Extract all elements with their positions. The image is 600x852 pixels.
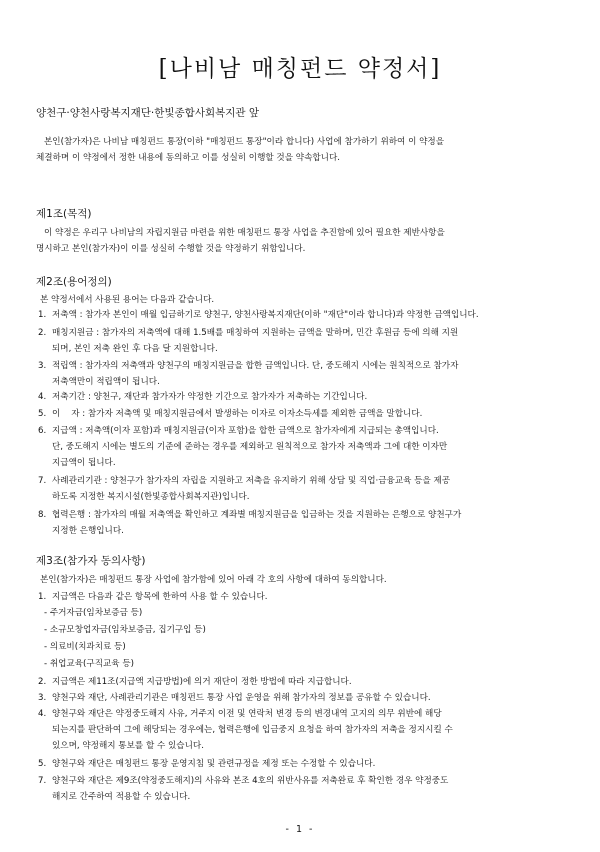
article-3-lead: 본인(참가자)은 매칭펀드 통장 사업에 참가함에 있어 아래 각 호의 사항에 대하여 동의합니다. — [40, 575, 387, 585]
intro-line: 체결하며 이 약정에서 정한 내용에 동의하고 이를 성실히 이행할 것을 약속합니다. — [36, 153, 341, 163]
article-3-subitem: - 주거자금(임차보증금 등) — [44, 608, 143, 618]
article-3-subitem: - 소규모창업자금(임차보증금, 집기구입 등) — [44, 625, 206, 635]
intro-paragraph — [36, 134, 564, 166]
article-2-lead: 본 약정서에서 사용된 용어는 다음과 같습니다. — [40, 295, 215, 305]
article-1-line: 이 약정은 우리구 나비남의 자립지원금 마련을 위한 매칭펀드 통장 사업을 추진함에 있어 필요한 제반사항을 — [44, 228, 445, 238]
page-number: - 1 - — [285, 824, 315, 835]
addressee: 양천구·양천사랑복지재단·한빛종합사회복지관 앞 — [36, 107, 260, 119]
intro-line: 본인(참가자)은 나비남 매칭펀드 통장(이하 "매칭펀드 통장"이라 합니다) 사업에 참가하기 위하여 이 약정을 — [44, 137, 445, 147]
document-page: [나비남 매칭펀드 약정서] 양천구·양천사랑복지재단·한빛종합사회복지관 앞 본인(참가자)은 나비남 매칭펀드 통장(이하 "매칭펀드 통장"이라 합니다) 사업에 참가하기 위하여 이 약정을 체결하며 이 약정에서 정한 내용에 동의하고 이를 성실히 이행할 것을 약속합니다. 제1조(목적) 이 약정은 우리구 나비남의 자립지원금 마련을 위한 매칭펀드 통장 사업을 추진함에 있어 필요한 제반사항을 명시하고 본인(참가자)이 이를 성실히 수행할 것을 약정하기 위함입니다. 제2조(용어정의) 본 약정서에서 사용된 용어는 다음과 같습니다. 1. 저축액 : 참가자 본인이 매월 입금하기로 양천구, 양천사랑복지재단(이하 "재단"이라 합니다)과 약정한 금액입니다. 2. 매칭지원금 : 참가자의 저축액에 대해 1.5배를 매칭하여 지원하는 금액을 말하며, 민간 후원금 등에 의해 지원 되며, 본인 저축 완인 후 다음 달 지원합니다. 3. 적립액 : 참가자의 저축액과 양천구의 매칭지원금을 합한 금액입니다. 단, 중도해지 시에는 원칙적으로 참가자 저축액만이 적립액이 됩니다. 4. 저축기간 : 양천구, 재단과 참가자가 약정한 기간으로 참가자가 저축하는 기간입니다. 5. 이 자 : 참가자 저축액 및 매칭지원금에서 발생하는 이자로 이자소득세를 제외한 금액을 말합니다. 6. 지급액 : 저축액(이자 포함)과 매칭지원금(이자 포함)을 합한 금액으로 참가자에게 지급되는 총액입니다. 단, 중도해지 시에는 별도의 기준에 준하는 경우를 제외하고 원칙적으로 참가자 저축액과 그에 대한 이자만 지급액이 됩니다. 7. 사례관리기관 : 양천구가 참가자의 자립을 지원하고 저축을 유지하기 위해 상담 및 직업·금융교육 등을 제공 하도록 지정한 복지시설(한빛종합사회복지관)입니다. 8. 협력은행 : 참가자의 매월 저축액을 확인하고 계좌별 매칭지원금을 입금하는 것을 지원하는 은행으로 양천구가 지정한 은행입니다. 제3조(참가자 동의사항) 본인(참가자)은 매칭펀드 통장 사업에 참가함에 있어 아래 각 호의 사항에 대하여 동의합니다. 1. 지급액은 다음과 같은 항목에 한하여 사용 할 수 있습니다. - 주거자금(임차보증금 등) - 소규모창업자금(임차보증금, 집기구입 등) - 의료비(치과치료 등) - 취업교육(구직교육 등) 2. 지급액은 제11조(지급액 지급방법)에 의거 재단이 정한 방법에 따라 지급합니다. 3. 양천구와 재단, 사례관리기관은 매칭펀드 통장 사업 운영을 위해 참가자의 정보를 공유할 수 있습니다. 4. 양천구와 재단은 약정중도해지 사유, 거주지 이전 및 연락처 변경 등의 변경내역 고지의 의무 위반에 해당 되는지를 판단하여 그에 해당되는 경우에는, 협력은행에 입금중지 요청을 하여 참가자의 저축을 정지시킬 수 있으며, 약정해지 통보를 할 수 있습니다. 5. 양천구와 재단은 매칭펀드 통장 운영지침 및 관련규정을 제정 또는 수정할 수 있습니다. 7. 양천구와 재단은 제9조(약정중도해지)의 사유와 본조 4호의 위반사유를 저축완료 후 확인한 경우 약정중도 해지로 간주하여 적용할 수 있습니다. - 1 - — [0, 0, 600, 852]
article-3-heading: 제3조(참가자 동의사항) — [36, 555, 146, 567]
article-3-subitem: - 의료비(치과치료 등) — [44, 642, 126, 652]
article-1-heading: 제1조(목적) — [36, 208, 92, 220]
article-3-subitem: - 취업교육(구직교육 등) — [44, 659, 134, 669]
document-title: [나비남 매칭펀드 약정서] — [158, 56, 442, 82]
article-1-line: 명시하고 본인(참가자)이 이를 성실히 수행할 것을 약정하기 위함입니다. — [36, 244, 306, 254]
article-1-body — [36, 225, 564, 257]
article-2-heading: 제2조(용어정의) — [36, 276, 112, 288]
